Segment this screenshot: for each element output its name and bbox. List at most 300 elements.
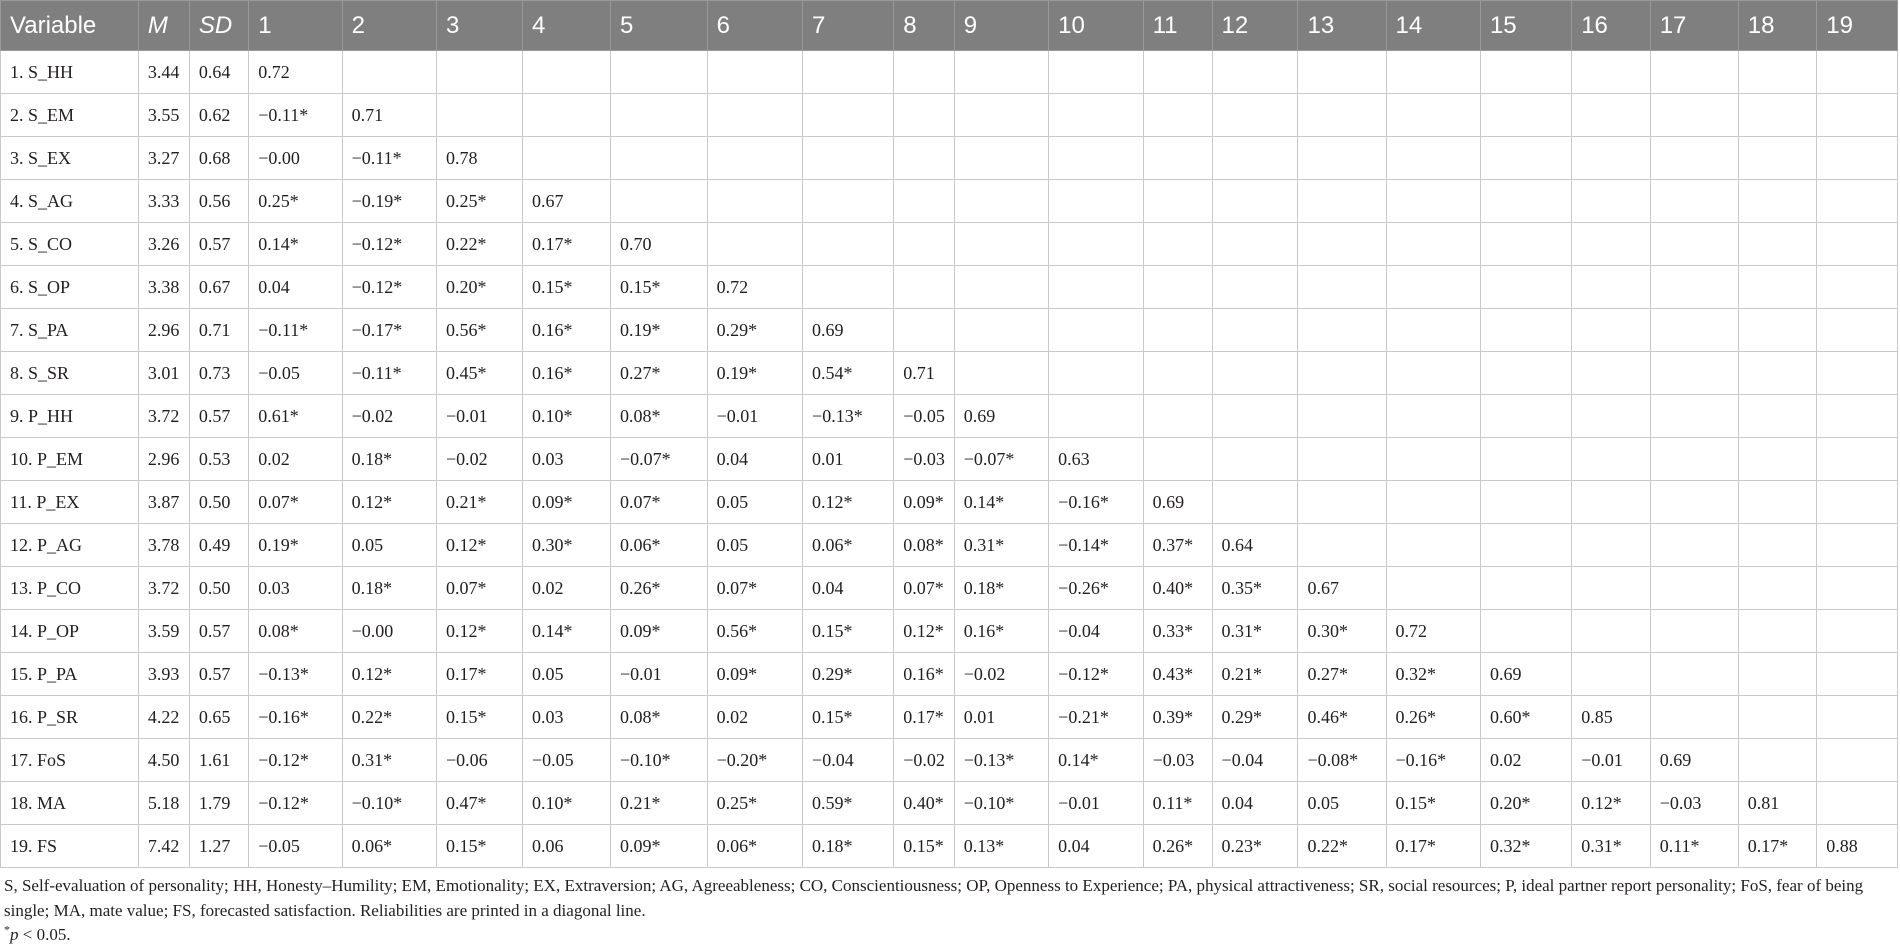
row-sd: 0.64 [189, 51, 248, 94]
empty-cell [1143, 309, 1212, 352]
empty-cell [894, 223, 954, 266]
row-mean: 2.96 [138, 309, 189, 352]
empty-cell [611, 51, 708, 94]
reliability-cell: 0.64 [1212, 524, 1298, 567]
correlation-cell: 0.16* [954, 610, 1048, 653]
row-variable: 5. S_CO [1, 223, 139, 266]
header-col-13: 13 [1298, 1, 1386, 51]
row-variable: 18. MA [1, 782, 139, 825]
empty-cell [954, 309, 1048, 352]
empty-cell [1572, 653, 1651, 696]
row-variable: 14. P_OP [1, 610, 139, 653]
empty-cell [1738, 739, 1817, 782]
correlation-cell: 0.12* [342, 481, 436, 524]
empty-cell [1480, 610, 1571, 653]
row-mean: 3.72 [138, 567, 189, 610]
empty-cell [1480, 567, 1571, 610]
empty-cell [1386, 567, 1480, 610]
correlation-cell: 0.05 [522, 653, 610, 696]
correlation-cell: −0.02 [437, 438, 523, 481]
correlation-cell: 0.08* [894, 524, 954, 567]
empty-cell [894, 137, 954, 180]
reliability-cell: 0.85 [1572, 696, 1651, 739]
correlation-cell: 0.15* [803, 696, 894, 739]
empty-cell [1212, 223, 1298, 266]
correlation-cell: 0.07* [249, 481, 342, 524]
correlation-cell: −0.13* [249, 653, 342, 696]
empty-cell [1650, 266, 1738, 309]
table-footnote: S, Self-evaluation of personality; HH, Honesty–Humility; EM, Emotionality; EX, Extraversion; AG, Agreeableness; CO, Conscientiousness; OP, Openness to Experience; PA, physical attractiveness; SR, social resources; P, ideal partner report personality; FoS, fear of being single; MA, mate value; FS, forecasted satisfaction. Reliabilities are printed in a diagonal line. [4, 876, 1864, 920]
correlation-cell: 0.31* [954, 524, 1048, 567]
empty-cell [954, 223, 1048, 266]
empty-cell [1738, 51, 1817, 94]
header-col-14: 14 [1386, 1, 1480, 51]
correlation-cell: 0.61* [249, 395, 342, 438]
empty-cell [1298, 137, 1386, 180]
row-sd: 0.50 [189, 481, 248, 524]
empty-cell [1817, 309, 1898, 352]
reliability-cell: 0.69 [954, 395, 1048, 438]
empty-cell [1572, 94, 1651, 137]
correlation-cell: −0.04 [1212, 739, 1298, 782]
empty-cell [894, 94, 954, 137]
correlation-cell: −0.21* [1049, 696, 1143, 739]
correlation-cell: −0.02 [954, 653, 1048, 696]
table-row [1, 782, 1898, 825]
empty-cell [522, 51, 610, 94]
correlation-cell: 0.05 [1298, 782, 1386, 825]
correlation-cell: 0.07* [894, 567, 954, 610]
empty-cell [1212, 137, 1298, 180]
empty-cell [1049, 94, 1143, 137]
empty-cell [1386, 438, 1480, 481]
empty-cell [1650, 395, 1738, 438]
correlation-cell: −0.05 [249, 825, 342, 868]
empty-cell [1298, 309, 1386, 352]
empty-cell [1212, 94, 1298, 137]
correlation-cell: −0.05 [522, 739, 610, 782]
correlation-cell: −0.16* [1049, 481, 1143, 524]
empty-cell [954, 266, 1048, 309]
empty-cell [1386, 137, 1480, 180]
correlation-cell: −0.07* [611, 438, 708, 481]
empty-cell [1212, 180, 1298, 223]
row-sd: 0.57 [189, 395, 248, 438]
empty-cell [1817, 524, 1898, 567]
correlation-cell: 0.45* [437, 352, 523, 395]
correlation-cell: 0.08* [611, 395, 708, 438]
header-col-8: 8 [894, 1, 954, 51]
row-variable: 3. S_EX [1, 137, 139, 180]
correlation-cell: 0.27* [611, 352, 708, 395]
empty-cell [1143, 395, 1212, 438]
correlation-cell: −0.16* [1386, 739, 1480, 782]
correlation-cell: 0.14* [249, 223, 342, 266]
reliability-cell: 0.67 [1298, 567, 1386, 610]
correlation-cell: −0.04 [1049, 610, 1143, 653]
correlation-cell: 0.11* [1650, 825, 1738, 868]
correlation-cell: 0.26* [1143, 825, 1212, 868]
empty-cell [1650, 481, 1738, 524]
correlation-cell: −0.11* [342, 137, 436, 180]
reliability-cell: 0.70 [611, 223, 708, 266]
empty-cell [1049, 223, 1143, 266]
correlation-cell: 0.18* [342, 438, 436, 481]
header-col-12: 12 [1212, 1, 1298, 51]
correlation-cell: 0.03 [522, 696, 610, 739]
reliability-cell: 0.69 [1143, 481, 1212, 524]
row-variable: 7. S_PA [1, 309, 139, 352]
correlation-cell: 0.15* [803, 610, 894, 653]
row-variable: 6. S_OP [1, 266, 139, 309]
correlation-cell: 0.25* [249, 180, 342, 223]
correlation-cell: −0.26* [1049, 567, 1143, 610]
correlation-cell: 0.29* [707, 309, 802, 352]
empty-cell [1298, 94, 1386, 137]
row-variable: 10. P_EM [1, 438, 139, 481]
empty-cell [707, 137, 802, 180]
p-symbol: p [10, 925, 19, 944]
empty-cell [1298, 524, 1386, 567]
row-sd: 0.73 [189, 352, 248, 395]
empty-cell [803, 223, 894, 266]
empty-cell [1212, 481, 1298, 524]
empty-cell [1298, 395, 1386, 438]
empty-cell [707, 94, 802, 137]
empty-cell [1480, 309, 1571, 352]
correlation-cell: 0.01 [803, 438, 894, 481]
empty-cell [1386, 309, 1480, 352]
correlation-cell: −0.13* [803, 395, 894, 438]
empty-cell [1817, 481, 1898, 524]
empty-cell [1817, 438, 1898, 481]
correlation-cell: −0.01 [437, 395, 523, 438]
reliability-cell: 0.69 [1480, 653, 1571, 696]
empty-cell [1572, 395, 1651, 438]
correlation-cell: 0.17* [894, 696, 954, 739]
empty-cell [1480, 395, 1571, 438]
correlation-cell: 0.06* [342, 825, 436, 868]
correlation-cell: −0.02 [894, 739, 954, 782]
correlation-cell: 0.18* [954, 567, 1048, 610]
correlation-cell: 0.11* [1143, 782, 1212, 825]
correlation-cell: 0.29* [803, 653, 894, 696]
correlation-cell: 0.16* [894, 653, 954, 696]
empty-cell [1817, 51, 1898, 94]
correlation-cell: 0.46* [1298, 696, 1386, 739]
correlation-cell: 0.22* [437, 223, 523, 266]
correlation-cell: 0.04 [1212, 782, 1298, 825]
correlation-cell: 0.32* [1386, 653, 1480, 696]
correlation-cell: 0.15* [894, 825, 954, 868]
empty-cell [1298, 223, 1386, 266]
empty-cell [1817, 567, 1898, 610]
table-row [1, 223, 1898, 266]
empty-cell [1049, 266, 1143, 309]
correlation-cell: 0.10* [522, 395, 610, 438]
empty-cell [1572, 51, 1651, 94]
empty-cell [1386, 94, 1480, 137]
row-mean: 2.96 [138, 438, 189, 481]
empty-cell [1143, 137, 1212, 180]
empty-cell [1480, 524, 1571, 567]
empty-cell [1143, 94, 1212, 137]
correlation-cell: −0.01 [611, 653, 708, 696]
correlation-cell: 0.18* [803, 825, 894, 868]
empty-cell [1298, 180, 1386, 223]
table-row [1, 610, 1898, 653]
empty-cell [1817, 653, 1898, 696]
empty-cell [1650, 610, 1738, 653]
empty-cell [1480, 180, 1571, 223]
correlation-cell: 0.30* [1298, 610, 1386, 653]
empty-cell [1650, 524, 1738, 567]
correlation-cell: 0.03 [249, 567, 342, 610]
empty-cell [1572, 223, 1651, 266]
table-row [1, 739, 1898, 782]
empty-cell [1143, 266, 1212, 309]
correlation-cell: −0.20* [707, 739, 802, 782]
correlation-cell: 0.35* [1212, 567, 1298, 610]
empty-cell [1298, 266, 1386, 309]
header-col-3: 3 [437, 1, 523, 51]
empty-cell [803, 137, 894, 180]
empty-cell [1738, 266, 1817, 309]
empty-cell [522, 94, 610, 137]
empty-cell [1143, 352, 1212, 395]
correlation-cell: 0.29* [1212, 696, 1298, 739]
correlation-cell: 0.02 [707, 696, 802, 739]
correlation-cell: 0.25* [437, 180, 523, 223]
empty-cell [1738, 180, 1817, 223]
empty-cell [1738, 481, 1817, 524]
header-col-10: 10 [1049, 1, 1143, 51]
reliability-cell: 0.71 [894, 352, 954, 395]
empty-cell [1143, 180, 1212, 223]
header-col-sd: SD [189, 1, 248, 51]
correlation-cell: 0.06* [611, 524, 708, 567]
correlation-cell: 0.60* [1480, 696, 1571, 739]
empty-cell [803, 94, 894, 137]
correlation-cell: 0.15* [522, 266, 610, 309]
empty-cell [1650, 309, 1738, 352]
reliability-cell: 0.69 [1650, 739, 1738, 782]
correlation-cell: 0.17* [1386, 825, 1480, 868]
row-mean: 3.87 [138, 481, 189, 524]
correlation-cell: 0.26* [611, 567, 708, 610]
significance-threshold: < 0.05. [18, 925, 71, 944]
empty-cell [1572, 137, 1651, 180]
empty-cell [1738, 223, 1817, 266]
correlation-cell: 0.05 [707, 524, 802, 567]
row-mean: 3.26 [138, 223, 189, 266]
header-col-m: M [138, 1, 189, 51]
correlation-cell: 0.19* [611, 309, 708, 352]
table-body [1, 51, 1898, 868]
correlation-cell: 0.33* [1143, 610, 1212, 653]
table-row [1, 438, 1898, 481]
correlation-cell: 0.20* [1480, 782, 1571, 825]
correlation-cell: 0.12* [1572, 782, 1651, 825]
correlation-cell: −0.10* [954, 782, 1048, 825]
table-row [1, 309, 1898, 352]
empty-cell [1298, 481, 1386, 524]
row-variable: 17. FoS [1, 739, 139, 782]
reliability-cell: 0.72 [249, 51, 342, 94]
correlation-cell: 0.21* [437, 481, 523, 524]
empty-cell [1817, 352, 1898, 395]
correlation-cell: 0.09* [611, 610, 708, 653]
correlation-cell: −0.04 [803, 739, 894, 782]
row-mean: 5.18 [138, 782, 189, 825]
correlation-cell: 0.54* [803, 352, 894, 395]
table-row [1, 180, 1898, 223]
correlation-cell: 0.26* [1386, 696, 1480, 739]
correlation-cell: 0.04 [1049, 825, 1143, 868]
correlation-cell: 0.01 [954, 696, 1048, 739]
header-col-5: 5 [611, 1, 708, 51]
table-row [1, 352, 1898, 395]
correlation-cell: −0.03 [894, 438, 954, 481]
empty-cell [1817, 696, 1898, 739]
correlation-cell: −0.05 [894, 395, 954, 438]
row-variable: 15. P_PA [1, 653, 139, 696]
row-sd: 0.65 [189, 696, 248, 739]
empty-cell [342, 51, 436, 94]
row-variable: 2. S_EM [1, 94, 139, 137]
empty-cell [1817, 266, 1898, 309]
empty-cell [1650, 438, 1738, 481]
row-sd: 0.49 [189, 524, 248, 567]
header-variable: Variable [1, 1, 139, 51]
correlation-cell: 0.19* [249, 524, 342, 567]
empty-cell [1738, 653, 1817, 696]
correlation-cell: 0.47* [437, 782, 523, 825]
empty-cell [1817, 223, 1898, 266]
row-variable: 8. S_SR [1, 352, 139, 395]
empty-cell [1738, 696, 1817, 739]
correlation-cell: 0.10* [522, 782, 610, 825]
table-row [1, 266, 1898, 309]
row-mean: 3.01 [138, 352, 189, 395]
empty-cell [1386, 266, 1480, 309]
empty-cell [1738, 567, 1817, 610]
empty-cell [1738, 438, 1817, 481]
row-sd: 0.53 [189, 438, 248, 481]
empty-cell [611, 180, 708, 223]
correlation-cell: 0.21* [611, 782, 708, 825]
empty-cell [437, 94, 523, 137]
correlation-cell: 0.12* [342, 653, 436, 696]
empty-cell [1049, 352, 1143, 395]
correlation-cell: 0.59* [803, 782, 894, 825]
empty-cell [894, 309, 954, 352]
empty-cell [954, 51, 1048, 94]
correlation-cell: −0.17* [342, 309, 436, 352]
empty-cell [894, 51, 954, 94]
table-row [1, 524, 1898, 567]
empty-cell [1738, 610, 1817, 653]
correlation-cell: 0.37* [1143, 524, 1212, 567]
row-variable: 13. P_CO [1, 567, 139, 610]
empty-cell [707, 51, 802, 94]
reliability-cell: 0.78 [437, 137, 523, 180]
empty-cell [1650, 94, 1738, 137]
correlation-cell: 0.19* [707, 352, 802, 395]
correlation-cell: −0.13* [954, 739, 1048, 782]
header-col-7: 7 [803, 1, 894, 51]
row-mean: 3.78 [138, 524, 189, 567]
correlation-cell: 0.02 [522, 567, 610, 610]
table-row [1, 567, 1898, 610]
correlation-cell: 0.07* [707, 567, 802, 610]
correlation-cell: 0.14* [522, 610, 610, 653]
correlation-cell: −0.01 [707, 395, 802, 438]
header-col-17: 17 [1650, 1, 1738, 51]
correlation-cell: 0.04 [249, 266, 342, 309]
correlation-cell: 0.08* [611, 696, 708, 739]
correlation-cell: 0.56* [707, 610, 802, 653]
header-col-19: 19 [1817, 1, 1898, 51]
row-mean: 3.93 [138, 653, 189, 696]
empty-cell [1386, 352, 1480, 395]
empty-cell [1480, 438, 1571, 481]
reliability-cell: 0.72 [707, 266, 802, 309]
correlation-cell: −0.05 [249, 352, 342, 395]
correlation-cell: 0.03 [522, 438, 610, 481]
correlation-cell: 0.05 [342, 524, 436, 567]
row-sd: 0.68 [189, 137, 248, 180]
empty-cell [1480, 481, 1571, 524]
correlation-cell: 0.22* [1298, 825, 1386, 868]
empty-cell [707, 223, 802, 266]
correlation-cell: −0.12* [342, 223, 436, 266]
row-sd: 0.67 [189, 266, 248, 309]
empty-cell [1817, 610, 1898, 653]
correlation-cell: 0.07* [437, 567, 523, 610]
empty-cell [1049, 51, 1143, 94]
correlation-cell: 0.56* [437, 309, 523, 352]
correlation-cell: 0.21* [1212, 653, 1298, 696]
row-mean: 3.59 [138, 610, 189, 653]
correlation-cell: −0.11* [249, 94, 342, 137]
header-row [1, 1, 1898, 51]
empty-cell [1212, 395, 1298, 438]
correlation-cell: −0.07* [954, 438, 1048, 481]
reliability-cell: 0.71 [342, 94, 436, 137]
row-mean: 7.42 [138, 825, 189, 868]
correlation-cell: 0.40* [1143, 567, 1212, 610]
empty-cell [1386, 524, 1480, 567]
empty-cell [1572, 610, 1651, 653]
correlation-cell: −0.00 [342, 610, 436, 653]
empty-cell [1572, 524, 1651, 567]
empty-cell [954, 94, 1048, 137]
correlation-cell: −0.12* [342, 266, 436, 309]
correlation-cell: −0.12* [249, 782, 342, 825]
empty-cell [707, 180, 802, 223]
empty-cell [1738, 94, 1817, 137]
row-variable: 11. P_EX [1, 481, 139, 524]
reliability-cell: 0.72 [1386, 610, 1480, 653]
row-mean: 4.50 [138, 739, 189, 782]
correlation-cell: 0.31* [1212, 610, 1298, 653]
empty-cell [1572, 438, 1651, 481]
significance-marker: * [4, 922, 10, 937]
empty-cell [1386, 180, 1480, 223]
table-header [1, 1, 1898, 51]
correlation-cell: 0.32* [1480, 825, 1571, 868]
